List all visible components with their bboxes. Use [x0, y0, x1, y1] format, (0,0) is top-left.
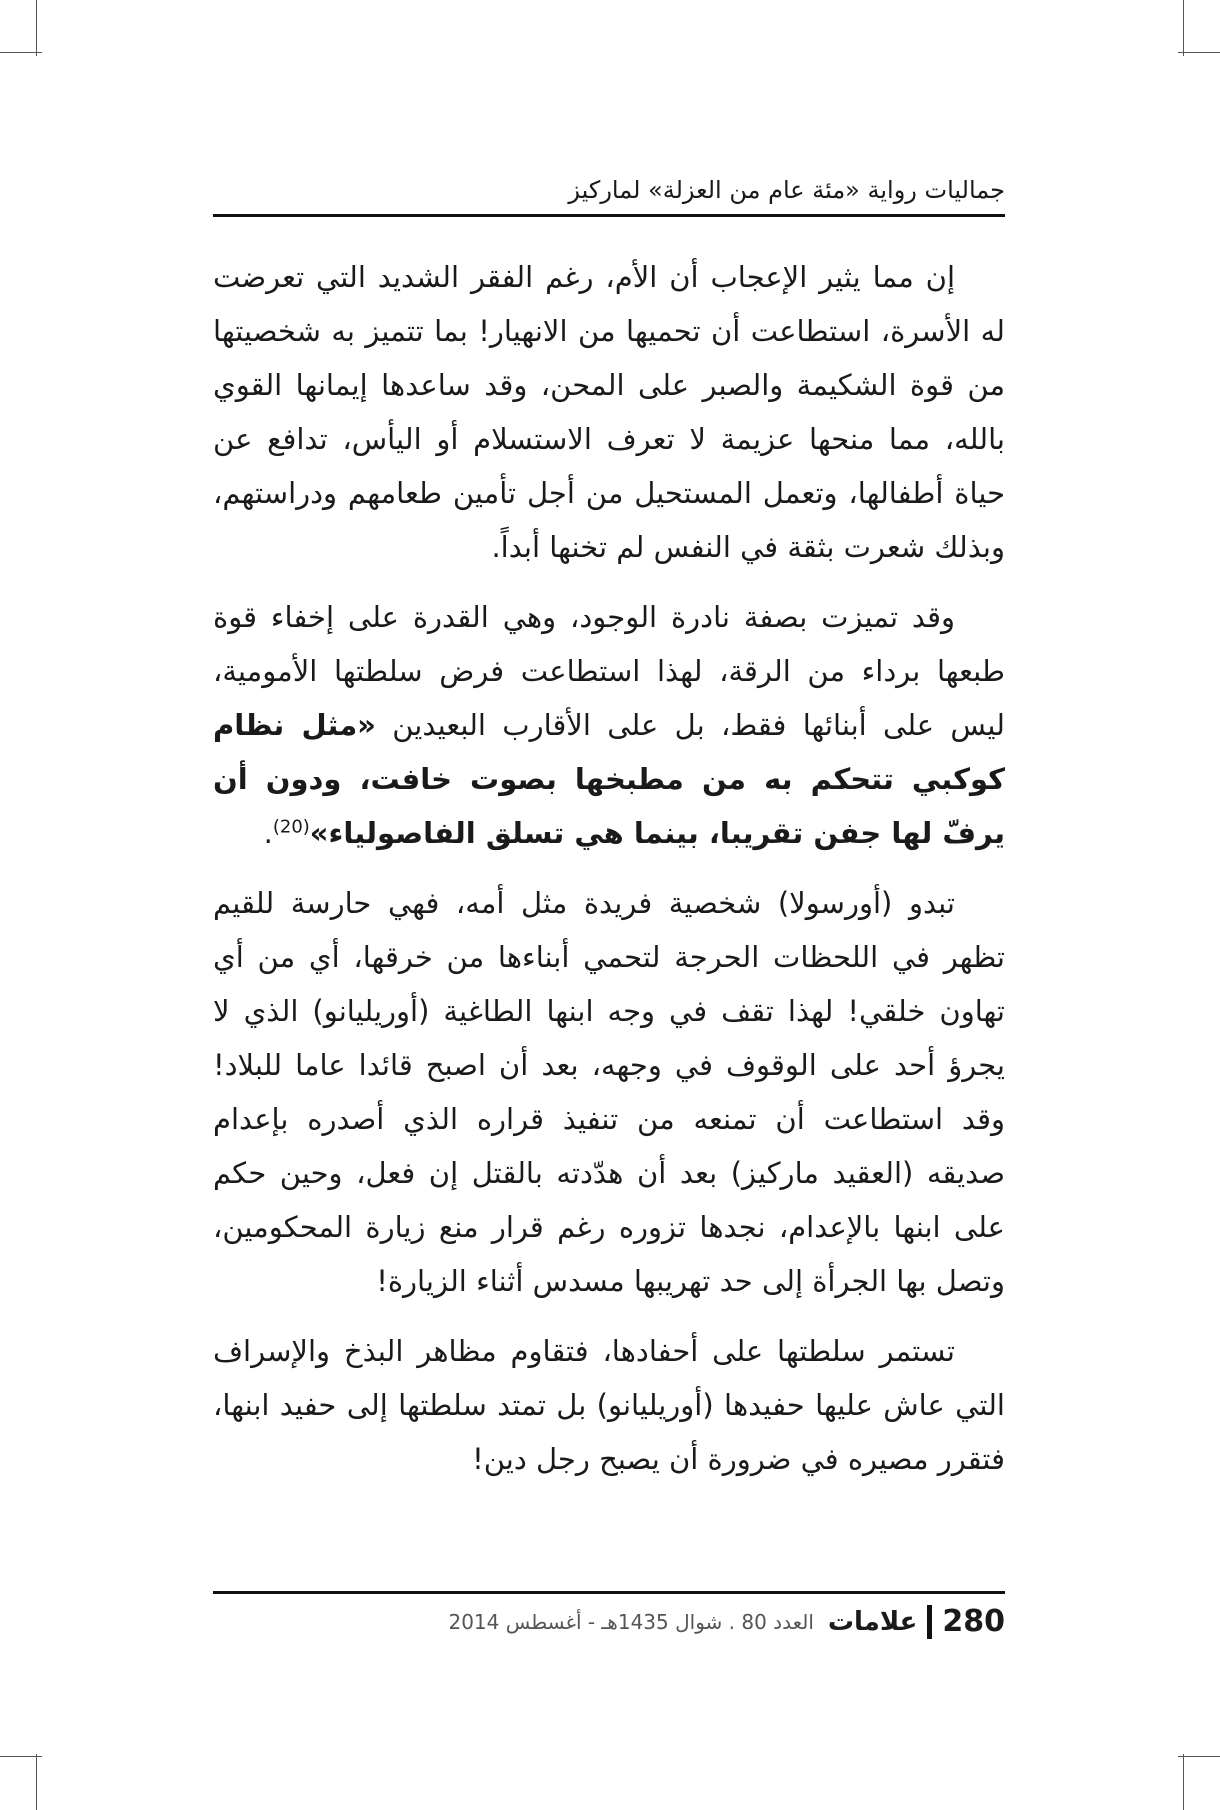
paragraph-2	[213, 590, 1005, 860]
bold-quotation: «مثل نظام كوكبي تتحكم به من مطبخها بصوت خافت، ودون أن يرفّ لها جفن تقريبا، بينما هي تسلق الفاصولياء»	[213, 708, 1005, 850]
footnote-reference[interactable]: (20)	[272, 816, 310, 838]
running-title: جماليات رواية «مئة عام من العزلة» لماركيز	[568, 176, 1005, 204]
page-header	[213, 170, 1005, 217]
crop-mark	[1178, 1756, 1220, 1757]
crop-mark	[36, 1754, 37, 1810]
paragraph-1: إن مما يثير الإعجاب أن الأم، رغم الفقر الشديد التي تعرضت له الأسرة، استطاعت أن تحميها من الانهيار! بما تتميز به شخصيتها من قوة الشكيمة والصبر على المحن، وقد ساعدها إيمانها القوي بالله، مما منحها عزيمة لا تعرف الاستسلام أو اليأس، تدافع عن حياة أطفالها، وتعمل المستحيل من أجل تأمين طعامهم ودراستهم، وبذلك شعرت بثقة في النفس لم تخنها أبداً.	[213, 260, 1005, 564]
issue-info: العدد 80 . شوال 1435هـ - أغسطس 2014	[448, 1609, 814, 1634]
page-footer	[213, 1591, 1005, 1644]
crop-mark	[1183, 0, 1184, 56]
page-number: 280	[942, 1604, 1005, 1639]
paragraph-2-end: .	[263, 816, 273, 850]
paragraph-2-intro: وقد تميزت بصفة نادرة الوجود، وهي القدرة على إخفاء قوة طبعها برداء من الرقة، لهذا استطاعت فرض سلطتها الأمومية، ليس على أبنائها فقط، بل على الأقارب البعيدين	[213, 600, 1005, 742]
paragraph-3: تبدو (أورسولا) شخصية فريدة مثل أمه، فهي حارسة للقيم تظهر في اللحظات الحرجة لتحمي أبناءها من خرقها، أي من أي تهاون خلقي! لهذا تقف في وجه ابنها الطاغية (أوريليانو) الذي لا يجرؤ أحد على الوقوف في وجهه، بعد أن اصبح قائدا عاما للبلاد! وقد استطاعت أن تمنعه من تنفيذ قراره الذي أصدره بإعدام صديقه (العقيد ماركيز) بعد أن هدّدته بالقتل إن فعل، وحين حكم على ابنها بالإعدام، نجدها تزوره رغم قرار منع زيارة المحكومين، وتصل بها الجرأة إلى حد تهريبها مسدس أثناء الزيارة!	[213, 886, 1005, 1298]
crop-mark	[1183, 1754, 1184, 1810]
crop-mark	[1178, 52, 1220, 53]
paragraph-4: تستمر سلطتها على أحفادها، فتقاوم مظاهر البذخ والإسراف التي عاش عليها حفيدها (أوريليانو) بل تمتد سلطتها إلى حفيد ابنها، فتقرر مصيره في ضرورة أن يصبح رجل دين!	[213, 1334, 1005, 1476]
footer-divider	[927, 1605, 932, 1639]
footer-row	[448, 1604, 1005, 1639]
article-body	[213, 250, 1005, 1502]
crop-mark	[36, 0, 37, 56]
journal-name: علامات	[827, 1606, 918, 1637]
